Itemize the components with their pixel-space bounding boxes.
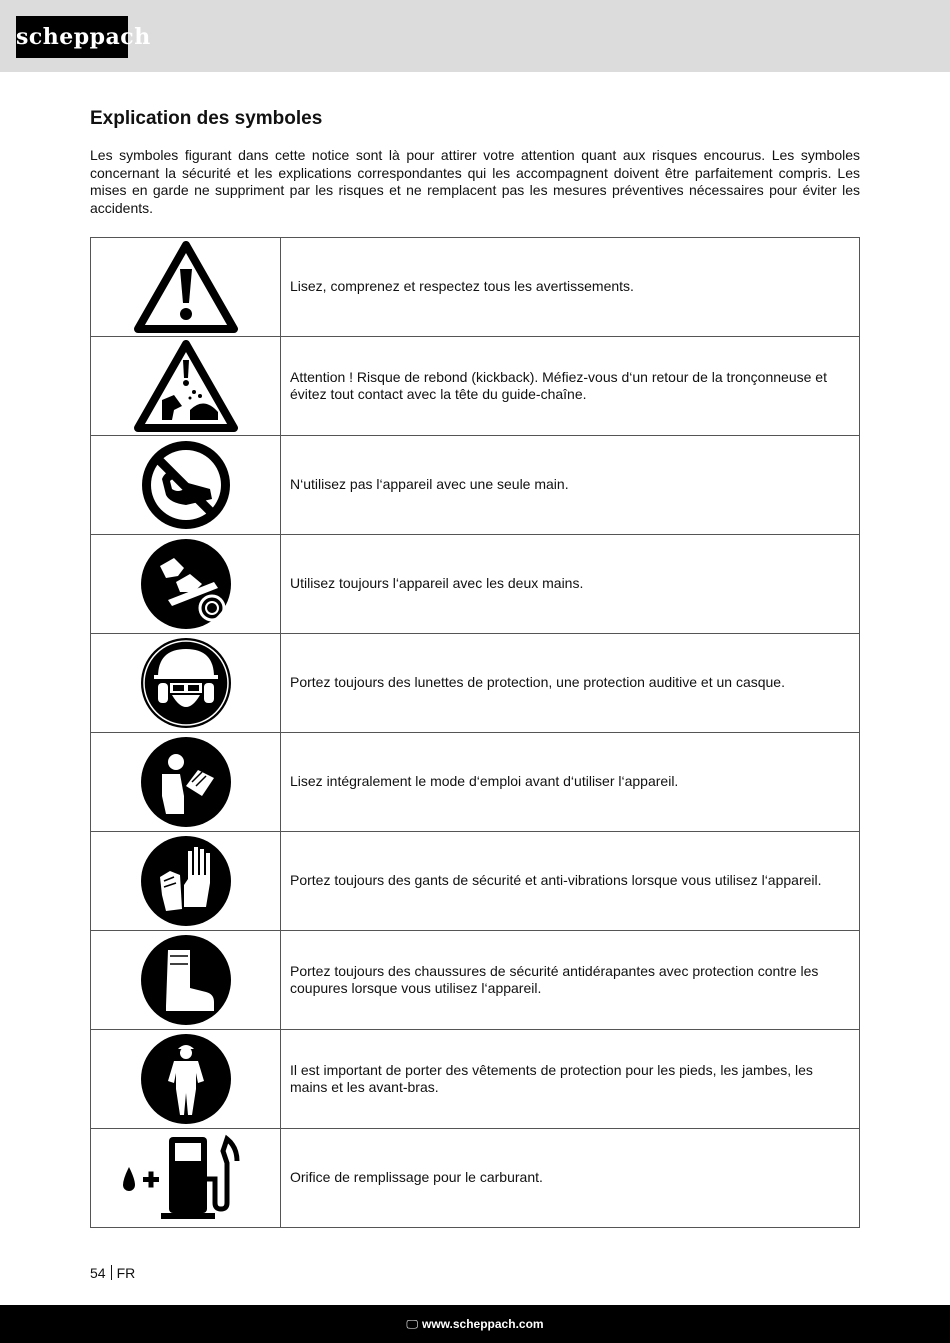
head-protection-icon: [140, 637, 232, 729]
table-row: [91, 436, 860, 535]
read-manual-icon: [140, 736, 232, 828]
table-row: [91, 931, 860, 1030]
table-row: [91, 535, 860, 634]
symbol-description: Utilisez toujours l‘appareil avec les deux mains.: [281, 535, 860, 634]
intro-paragraph: Les symboles figurant dans cette notice sont là pour attirer votre attention quant aux risques encourus. Les symboles concernant la sécurité et les explications correspondantes qui les accompagnent doivent être parfaitement compris. Les mises en garde ne suppriment par les risques et ne remplacent pas les mesures préventives nécessaires pour éviter les accidents.: [90, 147, 860, 216]
symbol-description: Il est important de porter des vêtements de protection pour les pieds, les jambes, les mains et les avant-bras.: [281, 1030, 860, 1129]
fuel-filler-icon: [121, 1133, 251, 1223]
page-number-value: 54: [90, 1265, 106, 1281]
footer-bar: [0, 1305, 950, 1343]
safety-boots-icon: [140, 934, 232, 1026]
symbol-description: Portez toujours des gants de sécurité et anti-vibrations lorsque vous utilisez l‘appareil.: [281, 832, 860, 931]
symbol-description: Lisez, comprenez et respectez tous les avertissements.: [281, 238, 860, 337]
symbols-table: [90, 237, 860, 1228]
language-code: FR: [116, 1265, 136, 1281]
table-row: [91, 733, 860, 832]
divider: [111, 1265, 112, 1280]
two-hands-icon: [140, 538, 232, 630]
table-row: [91, 634, 860, 733]
header-bar: [0, 0, 950, 72]
no-one-hand-icon: [140, 439, 232, 531]
symbol-description: Lisez intégralement le mode d‘emploi avant d‘utiliser l‘appareil.: [281, 733, 860, 832]
footer-url[interactable]: www.scheppach.com: [421, 1317, 544, 1331]
page-number: [90, 1265, 135, 1281]
symbol-description: Attention ! Risque de rebond (kickback). Méfiez-vous d‘un retour de la tronçonneuse et évitez tout contact avec la tête du guide-chaîne.: [281, 337, 860, 436]
kickback-warning-icon: [134, 340, 238, 432]
symbol-description: Portez toujours des chaussures de sécurité antidérapantes avec protection contre les coupures lorsque vous utilisez l‘appareil.: [281, 931, 860, 1030]
gloves-icon: [140, 835, 232, 927]
symbol-description: N‘utilisez pas l‘appareil avec une seule main.: [281, 436, 860, 535]
warning-triangle-icon: [134, 241, 238, 333]
protective-clothing-icon: [140, 1033, 232, 1125]
monitor-icon: 🖵: [406, 1317, 418, 1331]
table-row: [91, 1129, 860, 1228]
section-title: Explication des symboles: [90, 108, 323, 129]
symbol-description: Orifice de remplissage pour le carburant.: [281, 1129, 860, 1228]
brand-logo: scheppach: [16, 16, 128, 58]
table-row: [91, 337, 860, 436]
table-row: [91, 832, 860, 931]
table-row: [91, 238, 860, 337]
table-row: [91, 1030, 860, 1129]
symbol-description: Portez toujours des lunettes de protection, une protection auditive et un casque.: [281, 634, 860, 733]
